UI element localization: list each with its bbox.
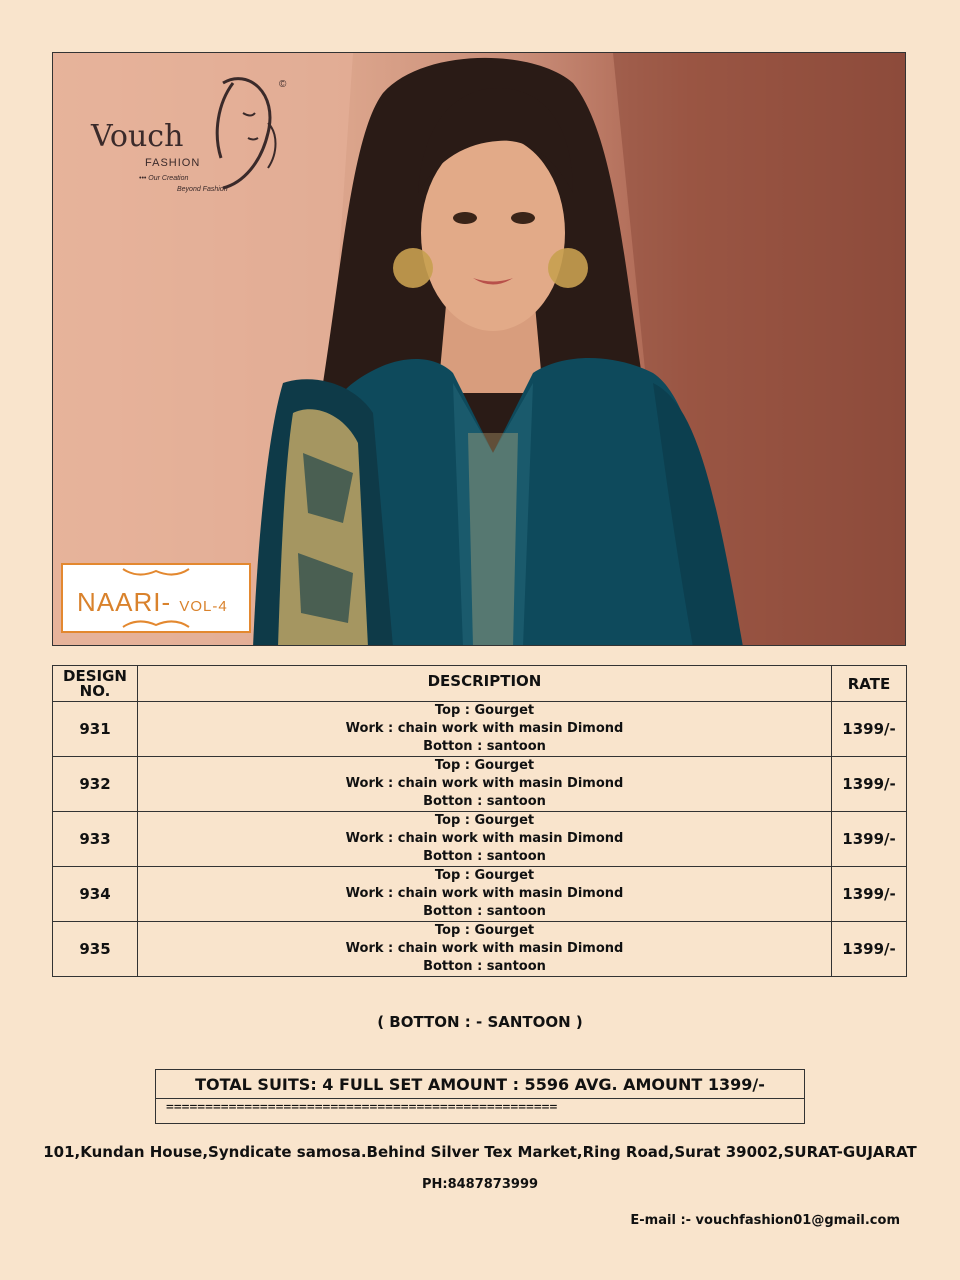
desc-bottom: Botton : santoon — [423, 739, 546, 754]
desc-top: Top : Gourget — [434, 813, 535, 828]
desc-work: Work : chain work with masin Dimond — [345, 831, 624, 846]
summary-box — [155, 1069, 805, 1124]
desc-top: Top : Gourget — [434, 868, 535, 883]
desc-bottom: Botton : santoon — [423, 794, 546, 809]
product-photo — [52, 52, 906, 646]
total-summary: TOTAL SUITS: 4 FULL SET AMOUNT : 5596 AVG. AMOUNT 1399/- — [156, 1070, 804, 1099]
design-no: 931 — [53, 702, 138, 757]
design-no: 933 — [53, 812, 138, 867]
design-no: 935 — [53, 922, 138, 977]
catalog-volume: VOL-4 — [179, 598, 228, 615]
design-rate: 1399/- — [832, 867, 907, 922]
design-description — [138, 867, 832, 922]
design-description — [138, 812, 832, 867]
table-header-row — [53, 666, 907, 702]
brand-logo — [83, 63, 287, 193]
design-no: 932 — [53, 757, 138, 812]
desc-bottom: Botton : santoon — [423, 904, 546, 919]
design-description — [138, 702, 832, 757]
design-description — [138, 922, 832, 977]
desc-work: Work : chain work with masin Dimond — [345, 886, 624, 901]
table-row — [53, 757, 907, 812]
design-rate: 1399/- — [832, 757, 907, 812]
catalog-name: NAARI- — [77, 587, 172, 617]
desc-top: Top : Gourget — [434, 758, 535, 773]
header-description: DESCRIPTION — [138, 666, 832, 702]
table-row — [53, 812, 907, 867]
design-table — [52, 665, 907, 977]
brand-tagline-1: ••• Our Creation — [139, 175, 189, 182]
desc-bottom: Botton : santoon — [423, 959, 546, 974]
design-rate: 1399/- — [832, 922, 907, 977]
design-no: 934 — [53, 867, 138, 922]
desc-bottom: Botton : santoon — [423, 849, 546, 864]
brand-sub: FASHION — [145, 157, 201, 169]
table-row — [53, 922, 907, 977]
desc-work: Work : chain work with masin Dimond — [345, 941, 624, 956]
catalog-badge — [61, 563, 251, 633]
desc-top: Top : Gourget — [434, 703, 535, 718]
desc-work: Work : chain work with masin Dimond — [345, 776, 624, 791]
table-row — [53, 702, 907, 757]
bottom-fabric-note: ( BOTTON : - SANTOON ) — [377, 1013, 583, 1031]
catalog-title — [77, 587, 228, 618]
email-address: E-mail :- vouchfashion01@gmail.com — [630, 1213, 900, 1228]
header-rate: RATE — [832, 666, 907, 702]
design-rate: 1399/- — [832, 812, 907, 867]
copyright-icon: © — [279, 79, 287, 90]
design-rate: 1399/- — [832, 702, 907, 757]
desc-top: Top : Gourget — [434, 923, 535, 938]
separator-line: ================================================== — [166, 1100, 558, 1115]
table-row — [53, 867, 907, 922]
phone-number: PH:8487873999 — [421, 1177, 539, 1192]
address: 101,Kundan House,Syndicate samosa.Behind Silver Tex Market,Ring Road,Surat 39002,SURAT-GUJARAT — [43, 1143, 917, 1161]
design-description — [138, 757, 832, 812]
brand-tagline-2: Beyond Fashion — [177, 186, 228, 193]
brand-name: Vouch — [91, 119, 184, 154]
header-design-no: DESIGN NO. — [53, 666, 138, 702]
desc-work: Work : chain work with masin Dimond — [345, 721, 624, 736]
